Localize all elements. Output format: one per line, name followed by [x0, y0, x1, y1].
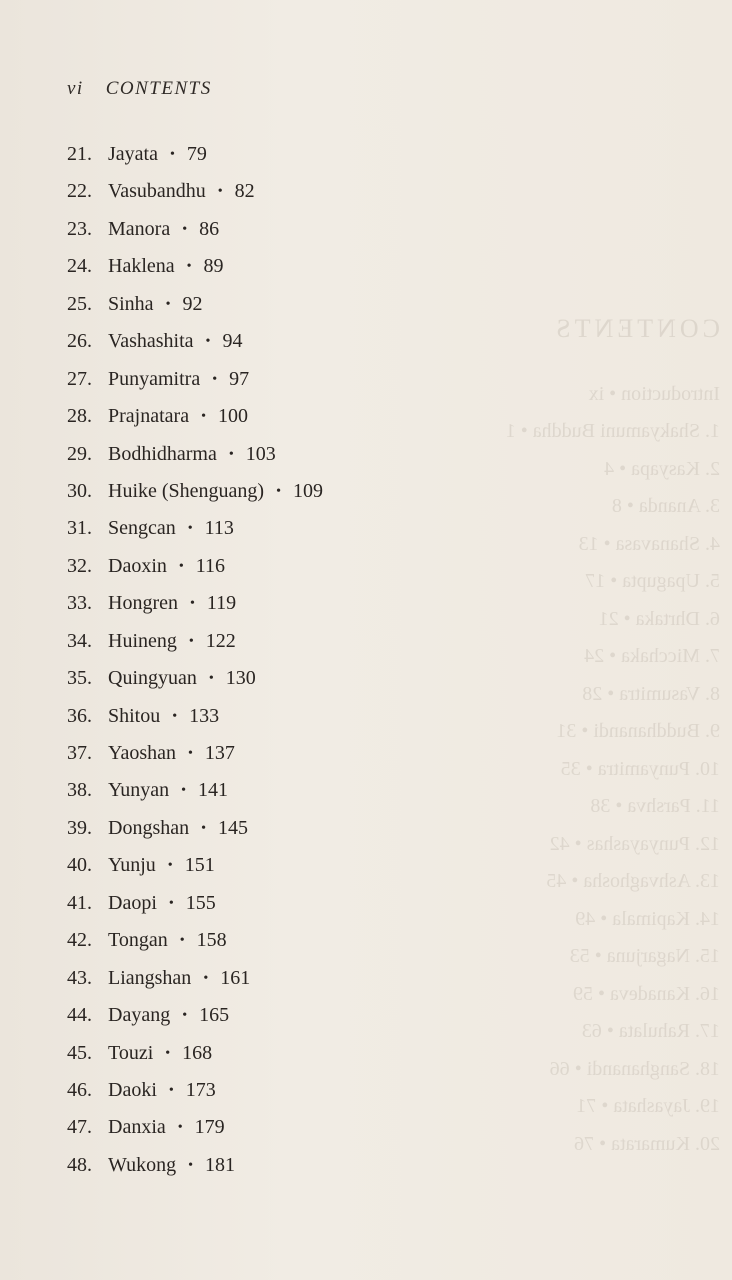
- entry-number: 27.: [67, 367, 92, 390]
- entry-name: Dayang: [108, 1004, 171, 1027]
- bleed-through-line: 20. Kumarata • 76: [574, 1132, 720, 1155]
- bullet-separator: •: [217, 184, 223, 200]
- entry-number: 21.: [67, 143, 92, 165]
- entry-number: 31.: [67, 517, 92, 540]
- entry-page: 137: [204, 742, 235, 764]
- entry-name: Sinha: [108, 292, 154, 315]
- bullet-separator: •: [165, 296, 171, 312]
- bleed-through-line: 18. Sanghanandi • 66: [549, 1057, 720, 1080]
- entry-number: 28.: [67, 405, 92, 428]
- entry-name: Huike (Shenguang): [108, 479, 265, 502]
- entry-page: 181: [204, 1153, 235, 1176]
- entry-name: Daoki: [108, 1078, 157, 1101]
- toc-entry: [67, 885, 323, 922]
- toc-entry: [67, 735, 323, 772]
- bullet-separator: •: [228, 446, 234, 462]
- entry-name: Shitou: [108, 704, 161, 727]
- toc-entry: [67, 211, 323, 248]
- entry-page: 168: [182, 1041, 213, 1064]
- entry-name: Vasubandhu: [108, 180, 206, 203]
- bleed-through-line: 6. Dhrtaka • 21: [598, 607, 720, 630]
- bullet-separator: •: [188, 1157, 193, 1173]
- entry-name: Yunju: [108, 854, 156, 877]
- entry-page: 97: [229, 367, 250, 390]
- entry-page: 130: [225, 667, 256, 690]
- toc-entry: [67, 473, 323, 510]
- entry-name: Huineng: [108, 629, 177, 652]
- bleed-through-line: 15. Nagarjuna • 53: [569, 945, 720, 967]
- bleed-through-line: 1. Shakyamuni Buddha • 1: [505, 420, 720, 442]
- entry-page: 161: [220, 966, 251, 989]
- entry-page: 151: [184, 854, 215, 877]
- entry-page: 103: [245, 442, 276, 465]
- bullet-separator: •: [203, 970, 209, 986]
- entry-page: 109: [292, 479, 323, 502]
- entry-page: 179: [194, 1116, 225, 1139]
- entry-page: 86: [199, 217, 220, 240]
- bullet-separator: •: [205, 334, 211, 350]
- toc-entry: [67, 136, 323, 173]
- entry-number: 25.: [67, 292, 92, 315]
- entry-number: 44.: [67, 1004, 92, 1027]
- page-folio: vi: [67, 78, 84, 99]
- entry-page: 79: [186, 143, 207, 165]
- bullet-separator: •: [201, 409, 206, 425]
- page-title: CONTENTS: [105, 78, 212, 99]
- entry-page: 145: [218, 816, 249, 839]
- bullet-separator: •: [201, 820, 207, 836]
- entry-number: 30.: [67, 479, 92, 502]
- entry-number: 36.: [67, 704, 92, 727]
- toc-entry: [67, 436, 323, 473]
- bleed-through-lines: [490, 376, 720, 1164]
- toc-entry: [67, 660, 323, 697]
- bullet-separator: •: [182, 1008, 188, 1024]
- toc-entry: [67, 847, 323, 884]
- entry-name: Prajnatara: [108, 405, 190, 428]
- bleed-through-line: 9. Buddhanandi • 31: [556, 720, 720, 742]
- bullet-separator: •: [179, 933, 185, 949]
- entry-name: Daopi: [108, 891, 157, 914]
- bleed-through-line: 5. Upagupta • 17: [585, 570, 720, 592]
- entry-name: Haklena: [108, 255, 175, 278]
- entry-number: 48.: [67, 1153, 92, 1176]
- bullet-separator: •: [181, 783, 187, 799]
- entry-page: 155: [185, 891, 216, 914]
- toc-entry: [67, 585, 323, 622]
- toc-entry: [67, 510, 323, 547]
- entry-number: 45.: [67, 1041, 92, 1064]
- bullet-separator: •: [186, 259, 192, 275]
- bullet-separator: •: [178, 558, 184, 574]
- bullet-separator: •: [168, 1082, 174, 1098]
- toc-entry: [67, 1035, 323, 1072]
- toc-entry: [67, 997, 323, 1034]
- toc-entry: [67, 286, 323, 323]
- entry-name: Jayata: [108, 143, 158, 165]
- entry-page: 165: [199, 1004, 230, 1027]
- bleed-through-line: 3. Ananda • 8: [611, 495, 720, 517]
- entry-number: 37.: [67, 742, 92, 764]
- entry-page: 82: [234, 180, 255, 203]
- entry-number: 32.: [67, 554, 92, 577]
- toc-entry: [67, 323, 323, 360]
- entry-name: Manora: [108, 217, 171, 240]
- toc-entry: [67, 1147, 323, 1184]
- bullet-separator: •: [169, 147, 175, 162]
- bullet-separator: •: [165, 1045, 171, 1061]
- bleed-through-line: 8. Vasumitra • 28: [582, 682, 720, 705]
- entry-page: 158: [196, 929, 227, 952]
- entry-name: Dongshan: [108, 816, 190, 839]
- toc-entry: [67, 1072, 323, 1109]
- entry-number: 43.: [67, 966, 92, 989]
- toc-entry: [67, 361, 323, 398]
- entry-name: Sengcan: [108, 517, 176, 540]
- bleed-through-text: [490, 310, 720, 1180]
- bleed-through-title: CONTENTS: [552, 314, 720, 343]
- entry-name: Touzi: [108, 1041, 154, 1064]
- bullet-separator: •: [172, 708, 178, 724]
- bullet-separator: •: [167, 858, 173, 874]
- running-header: [67, 78, 212, 100]
- toc-entry: [67, 398, 323, 435]
- bullet-separator: •: [208, 671, 214, 687]
- entry-name: Quingyuan: [108, 667, 197, 690]
- toc-entry: [67, 173, 323, 210]
- bullet-separator: •: [188, 633, 194, 649]
- bleed-through-line: 14. Kapimala • 49: [575, 907, 720, 930]
- bleed-through-line: Introduction • ix: [588, 382, 720, 405]
- toc-entry: [67, 810, 323, 847]
- bleed-through-line: 16. Kanadeva • 59: [573, 982, 720, 1005]
- entry-name: Yaoshan: [108, 742, 176, 764]
- toc-entry: [67, 548, 323, 585]
- entry-name: Hongren: [108, 592, 178, 615]
- entry-name: Vashashita: [108, 330, 194, 353]
- entry-number: 29.: [67, 442, 92, 465]
- entry-number: 22.: [67, 180, 92, 203]
- entry-name: Tongan: [108, 929, 168, 952]
- bleed-through-line: 12. Punyayashas • 42: [549, 832, 720, 855]
- bleed-through-line: 13. Ashvaghosha • 45: [546, 870, 720, 892]
- bleed-through-line: 11. Parshva • 38: [590, 795, 720, 817]
- entry-page: 141: [198, 779, 229, 802]
- entry-name: Liangshan: [108, 966, 192, 989]
- entry-page: 94: [222, 330, 243, 353]
- entry-number: 46.: [67, 1078, 92, 1101]
- entry-name: Yunyan: [108, 779, 170, 802]
- bullet-separator: •: [187, 521, 193, 537]
- entry-number: 35.: [67, 667, 92, 690]
- entry-number: 33.: [67, 592, 92, 615]
- entry-page: 173: [185, 1078, 216, 1101]
- contents-list: [67, 136, 323, 1184]
- entry-number: 38.: [67, 779, 92, 802]
- toc-entry: [67, 922, 323, 959]
- entry-page: 92: [182, 292, 203, 315]
- entry-name: Daoxin: [108, 554, 167, 577]
- bleed-through-line: 10. Punyamitra • 35: [560, 757, 720, 780]
- entry-name: Wukong: [108, 1153, 177, 1176]
- entry-number: 40.: [67, 854, 92, 877]
- bleed-through-line: 4. Shanavasa • 13: [578, 532, 720, 555]
- toc-entry: [67, 698, 323, 735]
- toc-entry: [67, 1109, 323, 1146]
- bullet-separator: •: [182, 221, 188, 237]
- entry-number: 47.: [67, 1116, 92, 1139]
- bullet-separator: •: [189, 596, 195, 612]
- entry-page: 100: [217, 405, 248, 428]
- bullet-separator: •: [276, 483, 281, 499]
- entry-number: 23.: [67, 217, 92, 240]
- bullet-separator: •: [212, 371, 218, 387]
- toc-entry: [67, 623, 323, 660]
- entry-name: Punyamitra: [108, 367, 201, 390]
- entry-page: 116: [195, 554, 226, 577]
- toc-entry: [67, 248, 323, 285]
- bullet-separator: •: [177, 1120, 183, 1136]
- entry-number: 42.: [67, 929, 92, 952]
- entry-page: 113: [204, 517, 234, 540]
- bleed-through-line: 19. Jayashata • 71: [576, 1095, 720, 1117]
- entry-name: Bodhidharma: [108, 442, 217, 465]
- entry-name: Danxia: [108, 1116, 166, 1139]
- entry-number: 41.: [67, 891, 92, 914]
- bullet-separator: •: [168, 895, 174, 911]
- bullet-separator: •: [187, 746, 193, 761]
- bleed-through-line: 2. Kasyapa • 4: [604, 457, 720, 480]
- bleed-through-line: 7. Micchaka • 24: [584, 645, 720, 667]
- entry-number: 24.: [67, 255, 92, 278]
- entry-page: 89: [203, 255, 224, 278]
- entry-number: 34.: [67, 629, 92, 652]
- entry-number: 26.: [67, 330, 92, 353]
- entry-page: 119: [206, 592, 237, 615]
- bleed-through-line: 17. Rahulata • 63: [581, 1020, 720, 1042]
- entry-page: 133: [189, 704, 220, 727]
- entry-number: 39.: [67, 816, 92, 839]
- toc-entry: [67, 960, 323, 997]
- toc-entry: [67, 772, 323, 809]
- entry-page: 122: [205, 629, 236, 652]
